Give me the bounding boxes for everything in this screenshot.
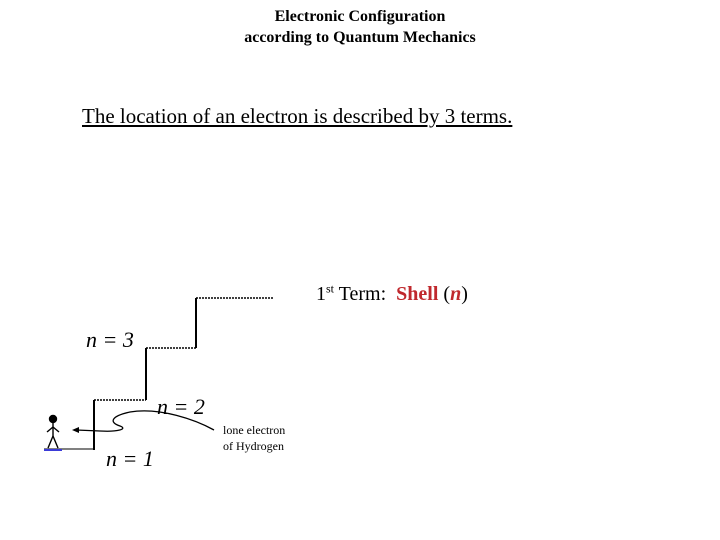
electron-annotation	[223, 422, 285, 454]
electron-annotation-line-2: of Hydrogen	[223, 439, 284, 453]
level-label-n2: n = 2	[157, 394, 205, 419]
term-suffix: st	[326, 281, 335, 296]
term-close-paren: )	[461, 283, 468, 305]
title-line-1: Electronic Configuration	[274, 8, 446, 25]
term-number: 1	[316, 283, 326, 305]
term-symbol: n	[450, 283, 462, 305]
arrowhead-icon	[72, 427, 79, 433]
title-line-2: according to Quantum Mechanics	[244, 29, 476, 46]
electron-annotation-line-1: lone electron	[223, 423, 286, 437]
term-open-paren: (	[443, 283, 451, 305]
stick-figure-icon	[47, 416, 59, 449]
term-label: Term:	[338, 283, 387, 305]
level-label-n1: n = 1	[106, 446, 154, 471]
term-name: Shell	[396, 283, 439, 305]
level-label-n3: n = 3	[86, 327, 134, 352]
subtitle: The location of an electron is described by 3 terms.	[82, 104, 513, 128]
